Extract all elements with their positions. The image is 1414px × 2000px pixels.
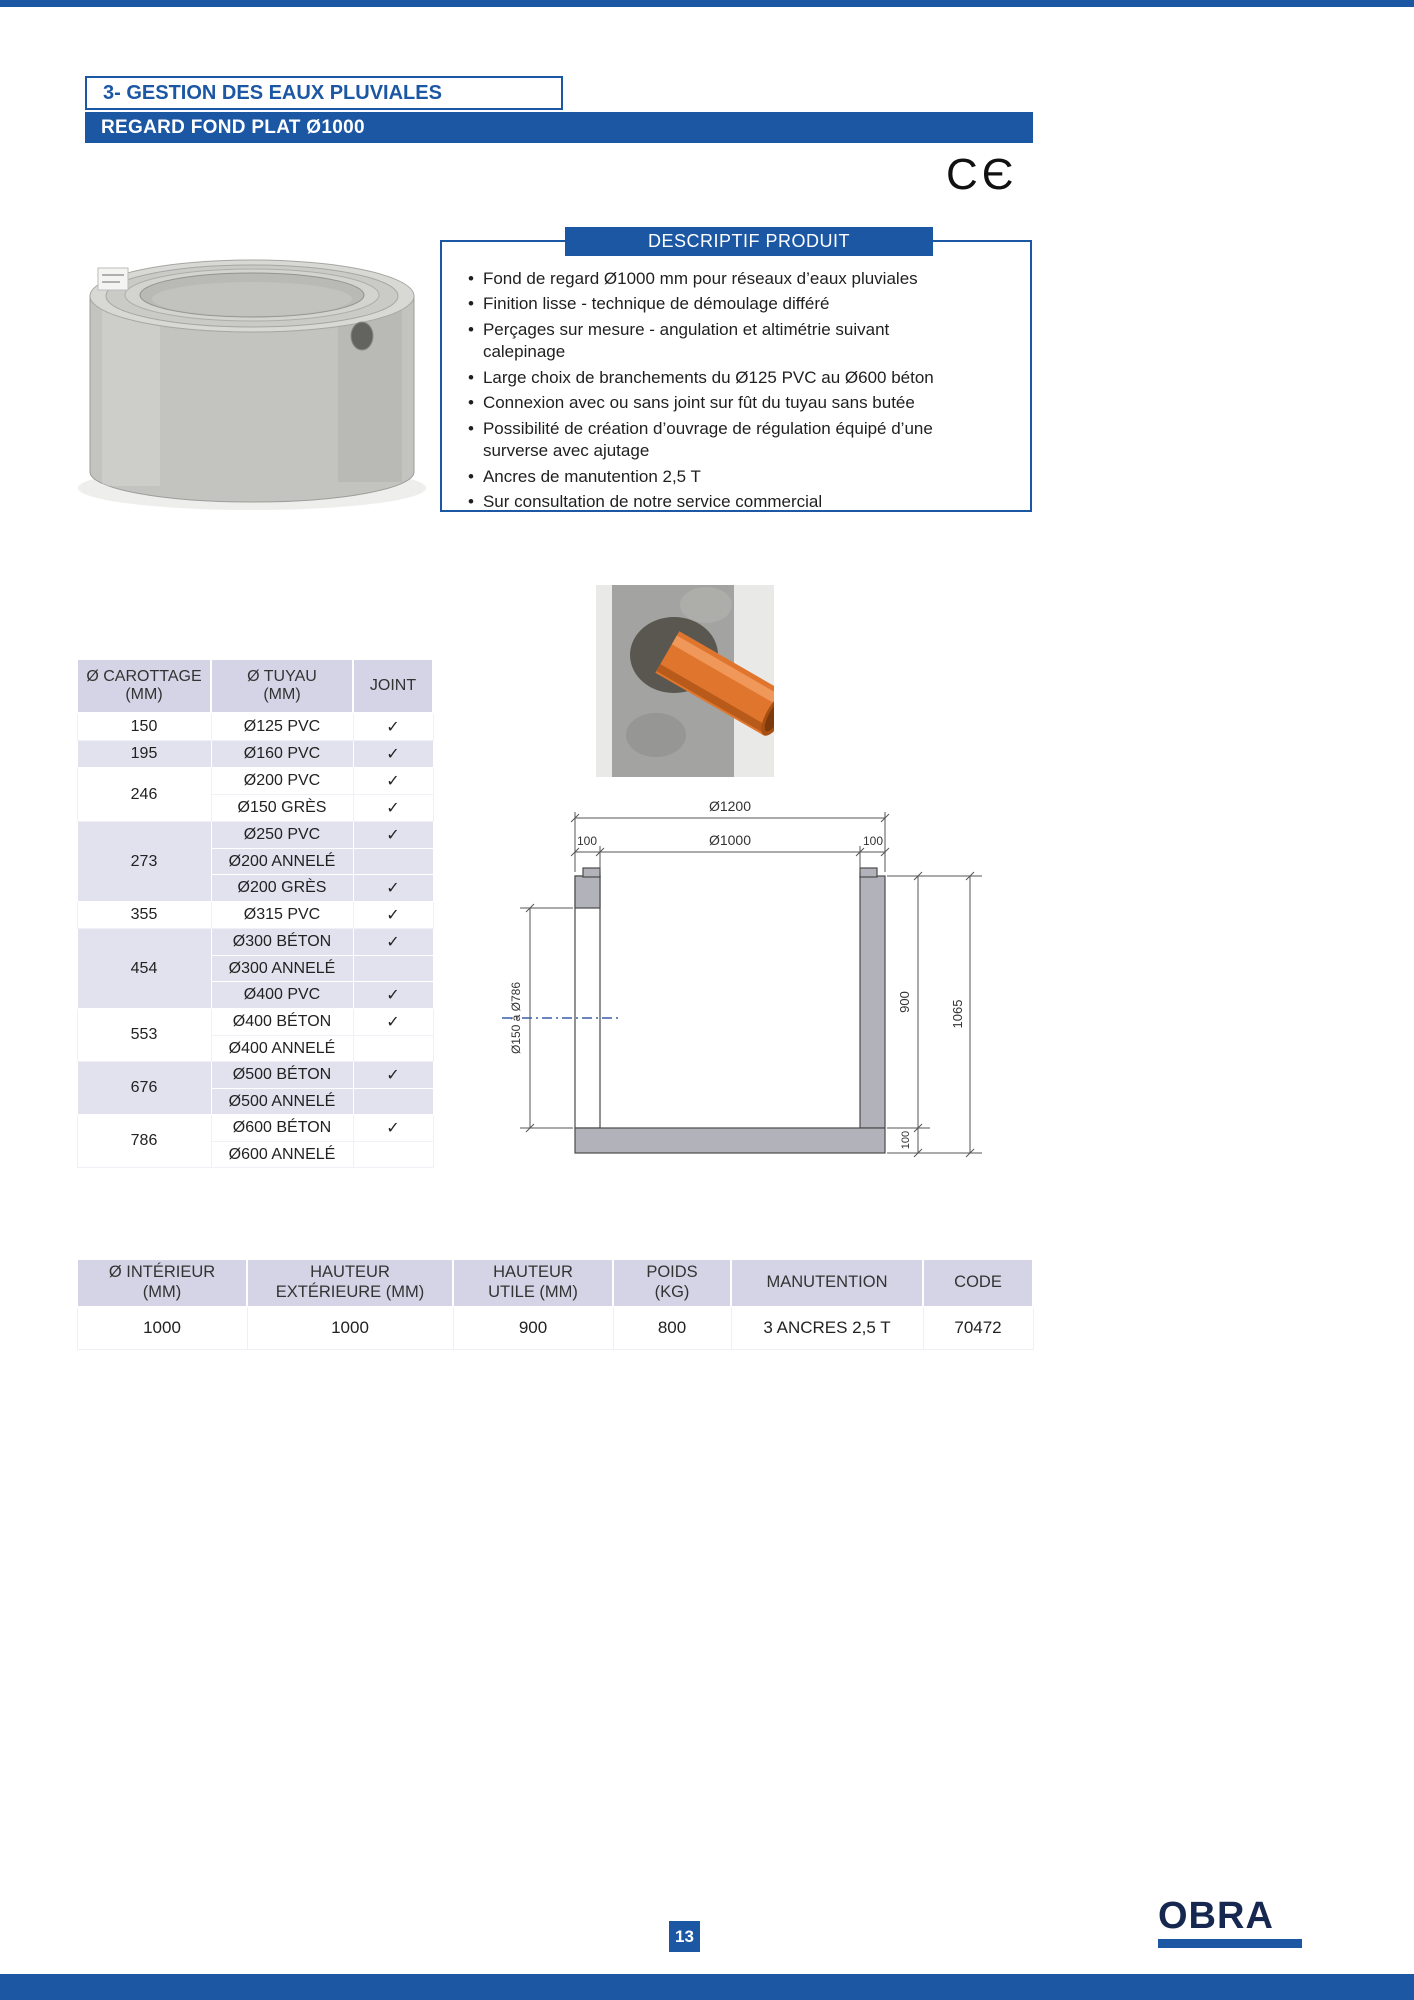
drill-table-row [77, 1009, 433, 1036]
carottage-cell: 676 [77, 1062, 211, 1115]
spec-table-body [77, 1307, 1033, 1349]
tuyau-cell: Ø315 PVC [211, 902, 353, 929]
joint-cell: ✓ [353, 822, 433, 849]
bottom-bar [0, 1974, 1414, 2000]
spec-header-hauteur-ext: HAUTEUR EXTÉRIEURE (MM) [247, 1259, 453, 1307]
descriptif-bullet: • Perçages sur mesure - angulation et altimétrie suivant calepinage [468, 319, 972, 364]
dim-inner-width: Ø1000 [708, 832, 752, 848]
drill-header-tuyau: Ø TUYAU (MM) [211, 659, 353, 713]
descriptif-title: DESCRIPTIF PRODUIT [647, 231, 850, 251]
spec-header-hauteur-utile: HAUTEUR UTILE (MM) [453, 1259, 613, 1307]
joint-cell [353, 849, 433, 875]
drill-header-carottage: Ø CAROTTAGE (MM) [77, 659, 211, 713]
product-photo [62, 196, 442, 526]
carottage-cell: 355 [77, 902, 211, 929]
joint-cell: ✓ [353, 795, 433, 822]
spec-value-hauteur-ext: 1000 [247, 1307, 453, 1349]
tuyau-cell: Ø250 PVC [211, 822, 353, 849]
joint-cell [353, 1089, 433, 1115]
brand-logo [1158, 1896, 1308, 1948]
section-title-box [85, 76, 563, 110]
technical-drawing [450, 788, 1020, 1188]
joint-cell: ✓ [353, 768, 433, 795]
joint-cell: ✓ [353, 741, 433, 768]
carottage-cell: 273 [77, 822, 211, 902]
joint-cell: ✓ [353, 875, 433, 902]
tuyau-cell: Ø200 GRÈS [211, 875, 353, 902]
section-title: 3- GESTION DES EAUX PLUVIALES [103, 81, 442, 104]
tuyau-cell: Ø500 ANNELÉ [211, 1089, 353, 1115]
descriptif-box [440, 231, 1032, 512]
tuyau-cell: Ø200 PVC [211, 768, 353, 795]
joint-cell [353, 1036, 433, 1062]
tuyau-cell: Ø400 ANNELÉ [211, 1036, 353, 1062]
spec-value-manutention: 3 ANCRES 2,5 T [731, 1307, 923, 1349]
pipe-connection-drawing [596, 585, 774, 777]
joint-cell: ✓ [353, 1062, 433, 1089]
descriptif-bullet: • Ancres de manutention 2,5 T [468, 466, 972, 488]
tuyau-cell: Ø125 PVC [211, 713, 353, 741]
joint-cell: ✓ [353, 982, 433, 1009]
spec-value-code: 70472 [923, 1307, 1033, 1349]
carottage-cell: 786 [77, 1115, 211, 1168]
tuyau-cell: Ø600 ANNELÉ [211, 1142, 353, 1168]
product-photo-drawing [62, 196, 442, 526]
concrete-section [575, 868, 885, 1153]
tuyau-cell: Ø300 ANNELÉ [211, 956, 353, 982]
joint-cell: ✓ [353, 902, 433, 929]
drill-table-row [77, 822, 433, 849]
lifting-hole [351, 322, 373, 350]
dim-top-width: Ø1200 [708, 798, 752, 814]
dim-total-height: 1065 [950, 999, 965, 1029]
descriptif-bullet: • Large choix de branchements du Ø125 PVC au Ø600 béton [468, 367, 972, 389]
tuyau-cell: Ø600 BÉTON [211, 1115, 353, 1142]
descriptif-banner [565, 227, 933, 256]
spec-header-interieur: Ø INTÉRIEUR (MM) [77, 1259, 247, 1307]
joint-cell: ✓ [353, 1009, 433, 1036]
drill-table-row [77, 741, 433, 768]
cross-section-drawing [450, 788, 1020, 1188]
carottage-cell: 454 [77, 929, 211, 1009]
drill-table-head [77, 659, 433, 713]
spec-table-row [77, 1307, 1033, 1349]
joint-cell [353, 956, 433, 982]
drill-table-body [77, 713, 433, 1168]
tuyau-cell: Ø150 GRÈS [211, 795, 353, 822]
carottage-cell: 195 [77, 741, 211, 768]
descriptif-bullet: • Fond de regard Ø1000 mm pour réseaux d’eaux pluviales [468, 268, 972, 290]
brand-name: OBRA [1158, 1895, 1274, 1937]
pipe-connection-photo [596, 585, 774, 777]
page-number: 13 [675, 1926, 694, 1946]
spec-header-code: CODE [923, 1259, 1033, 1307]
top-bar [0, 0, 1414, 7]
descriptif-bullet: • Sur consultation de notre service commercial [468, 491, 972, 513]
drill-header-joint: JOINT [353, 659, 433, 713]
spec-value-interieur: 1000 [77, 1307, 247, 1349]
page-number-badge [669, 1921, 700, 1952]
joint-cell: ✓ [353, 929, 433, 956]
drill-table-row [77, 902, 433, 929]
descriptif-bullet: • Possibilité de création d’ouvrage de régulation équipé d’une surverse avec ajutage [468, 418, 972, 463]
drill-table-row [77, 1115, 433, 1142]
tuyau-cell: Ø400 BÉTON [211, 1009, 353, 1036]
joint-cell: ✓ [353, 713, 433, 741]
drill-table-row [77, 1062, 433, 1089]
descriptif-bullet-list [442, 242, 1002, 513]
dim-wall-left: 100 [576, 834, 598, 848]
spec-value-hauteur-utile: 900 [453, 1307, 613, 1349]
dim-drill-range: Ø150 à Ø786 [509, 981, 523, 1055]
brand-logo-bar [1158, 1939, 1302, 1948]
carottage-cell: 150 [77, 713, 211, 741]
tuyau-cell: Ø500 BÉTON [211, 1062, 353, 1089]
drill-table-row [77, 929, 433, 956]
carottage-cell: 553 [77, 1009, 211, 1062]
tuyau-cell: Ø200 ANNELÉ [211, 849, 353, 875]
dim-slab-thickness: 100 [900, 1130, 912, 1150]
product-title: REGARD FOND PLAT Ø1000 [101, 116, 365, 138]
descriptif-bullet: • Connexion avec ou sans joint sur fût du tuyau sans butée [468, 392, 972, 414]
joint-cell: ✓ [353, 1115, 433, 1142]
joint-cell [353, 1142, 433, 1168]
dim-wall-right: 100 [862, 834, 884, 848]
product-title-banner [85, 112, 1033, 143]
drill-table-row [77, 768, 433, 795]
spec-table-head [77, 1259, 1033, 1307]
tuyau-cell: Ø300 BÉTON [211, 929, 353, 956]
tuyau-cell: Ø160 PVC [211, 741, 353, 768]
descriptif-bullet: • Finition lisse - technique de démoulage différé [468, 293, 972, 315]
carottage-cell: 246 [77, 768, 211, 822]
tuyau-cell: Ø400 PVC [211, 982, 353, 1009]
product-label [98, 268, 128, 290]
dim-inner-height: 900 [897, 991, 912, 1013]
drill-table-row [77, 713, 433, 741]
spec-table [76, 1258, 1034, 1350]
spec-value-poids: 800 [613, 1307, 731, 1349]
spec-header-poids: POIDS (KG) [613, 1259, 731, 1307]
ce-mark-icon: CЄ [946, 150, 1018, 199]
spec-header-manutention: MANUTENTION [731, 1259, 923, 1307]
drill-table [76, 658, 434, 1168]
